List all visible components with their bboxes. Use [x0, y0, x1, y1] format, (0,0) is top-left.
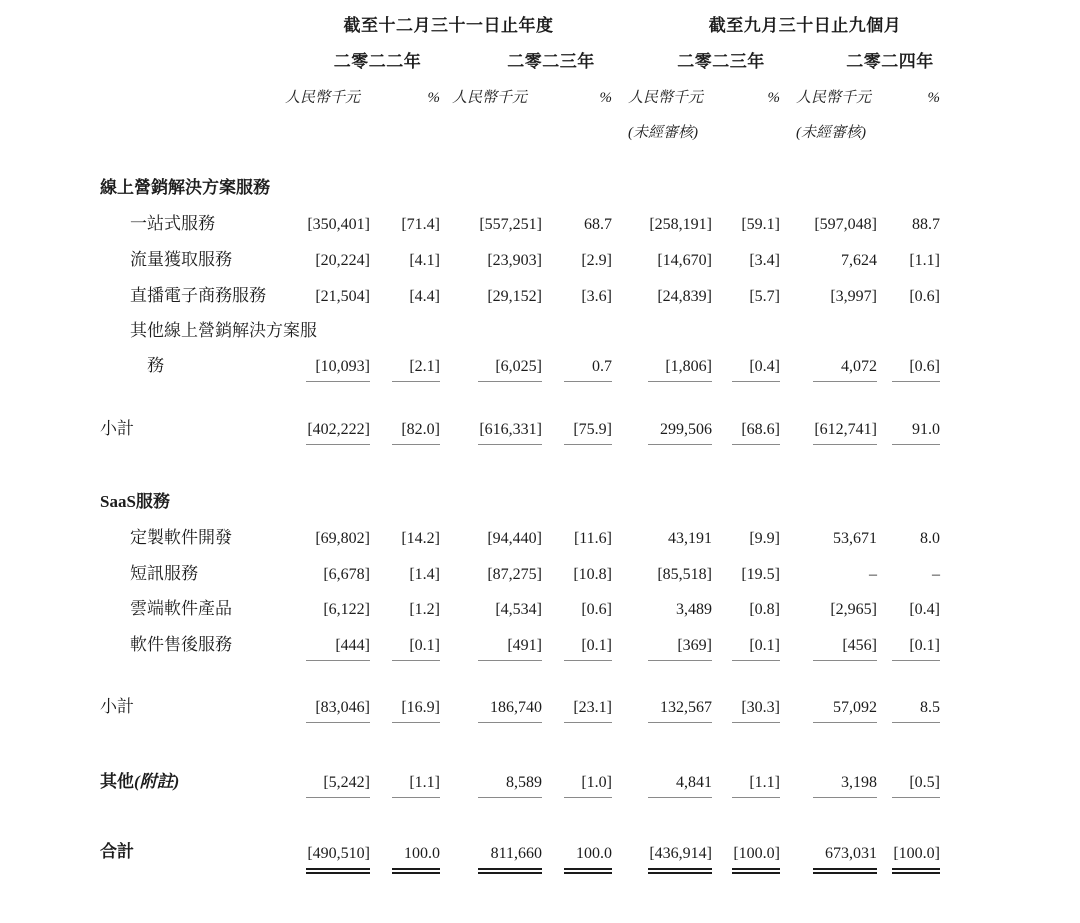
cell-value: [5,242] — [306, 774, 370, 798]
percent-header — [712, 76, 780, 112]
cell-value: [1.0] — [564, 774, 612, 798]
value-cell — [440, 625, 542, 661]
value-cell — [440, 661, 542, 723]
percent-cell — [542, 382, 612, 445]
data-row — [100, 625, 940, 661]
cell-value: 100.0 — [392, 845, 440, 870]
percent-cell — [712, 204, 780, 240]
cell-value: [0.1] — [564, 637, 612, 661]
cell-value: 0.7 — [564, 358, 612, 382]
value-cell — [440, 554, 542, 590]
value-cell — [285, 798, 370, 870]
unit-label: 人民幣千元 — [628, 89, 704, 106]
empty-cell — [100, 112, 612, 146]
cell-value: [1,806] — [648, 358, 712, 382]
cell-value: 8.5 — [892, 699, 940, 723]
value-cell — [285, 276, 370, 312]
percent-cell — [370, 382, 440, 445]
percent-cell — [877, 625, 940, 661]
cell-value: [29,152] — [487, 287, 542, 305]
cell-value: [0.1] — [892, 637, 940, 661]
percent-cell — [877, 661, 940, 723]
year-header-row — [100, 40, 940, 76]
value-cell — [612, 240, 712, 276]
unit-header — [612, 76, 712, 112]
percent-cell — [370, 204, 440, 240]
value-cell — [440, 382, 542, 445]
percent-cell — [712, 382, 780, 445]
percent-header — [877, 76, 940, 112]
percent-cell — [542, 661, 612, 723]
cell-value: [10,093] — [306, 358, 370, 382]
percent-cell — [370, 518, 440, 554]
cell-value: [0.4] — [909, 600, 940, 618]
unit-label: 人民幣千元 — [452, 89, 528, 106]
percent-header — [542, 76, 612, 112]
row-label: 直播電子商務服務 — [130, 286, 266, 306]
empty-cell — [877, 112, 940, 146]
cell-value: [2.9] — [581, 251, 612, 269]
row-label — [100, 723, 285, 798]
cell-value: [3,997] — [830, 287, 877, 305]
revenue-breakdown-table — [100, 4, 940, 870]
percent-cell — [712, 625, 780, 661]
percent-cell — [712, 590, 780, 625]
row-label: 合計 — [100, 842, 134, 862]
cell-value: 7,624 — [841, 251, 877, 269]
cell-value: [21,504] — [315, 287, 370, 305]
percent-cell — [877, 723, 940, 798]
value-cell — [612, 554, 712, 590]
cell-value: [16.9] — [392, 699, 440, 723]
cell-value: [4.1] — [409, 251, 440, 269]
empty-cell — [100, 40, 285, 76]
percent-label: % — [767, 89, 780, 106]
value-cell — [285, 590, 370, 625]
data-row — [100, 276, 940, 312]
percent-label: % — [599, 89, 612, 106]
percent-cell — [877, 382, 940, 445]
value-cell — [285, 723, 370, 798]
value-cell — [780, 347, 877, 382]
cell-value: [100.0] — [732, 845, 780, 870]
percent-cell — [877, 347, 940, 382]
row-label: 務 — [147, 356, 164, 376]
value-cell — [440, 347, 542, 382]
value-cell — [612, 625, 712, 661]
cell-value: [24,839] — [657, 287, 712, 305]
cell-value: 43,191 — [668, 529, 712, 547]
percent-cell — [370, 723, 440, 798]
value-cell — [440, 204, 542, 240]
value-cell — [612, 661, 712, 723]
unaudited-row — [100, 112, 940, 146]
cell-value: [444] — [306, 637, 370, 661]
value-cell — [780, 276, 877, 312]
row-label: 一站式服務 — [130, 214, 215, 234]
cell-value: [1.1] — [909, 251, 940, 269]
cell-value: 8.0 — [920, 529, 940, 547]
value-cell — [780, 661, 877, 723]
cell-value: [5.7] — [749, 287, 780, 305]
cell-value: [0.4] — [732, 358, 780, 382]
cell-value: [23,903] — [487, 251, 542, 269]
row-label: 定製軟件開發 — [130, 528, 232, 548]
data-row — [100, 590, 940, 625]
year-label: 二零二四年 — [846, 52, 934, 72]
row-label-note: (附註) — [134, 772, 180, 792]
row-label: 短訊服務 — [130, 564, 198, 584]
empty-cell — [712, 112, 780, 146]
percent-header — [370, 76, 440, 112]
cell-value: [1.1] — [732, 774, 780, 798]
total-row — [100, 798, 940, 870]
cell-value: [258,191] — [649, 215, 712, 233]
value-cell — [612, 276, 712, 312]
percent-cell — [712, 518, 780, 554]
cell-value: [402,222] — [306, 421, 370, 445]
percent-cell — [370, 276, 440, 312]
cell-value: 132,567 — [648, 699, 712, 723]
cell-value: [4.4] — [409, 287, 440, 305]
cell-value: [1.1] — [392, 774, 440, 798]
data-row — [100, 554, 940, 590]
cell-value: [0.6] — [892, 358, 940, 382]
value-cell — [285, 518, 370, 554]
percent-cell — [877, 240, 940, 276]
year-header-2023 — [440, 40, 612, 76]
cell-value: [6,678] — [323, 565, 370, 583]
value-cell — [285, 240, 370, 276]
cell-value: [6,025] — [478, 358, 542, 382]
section-header-row — [100, 445, 940, 518]
year-header-2024-9m — [780, 40, 940, 76]
cell-value: 299,506 — [648, 421, 712, 445]
cell-value: [490,510] — [306, 845, 370, 870]
row-label: 小計 — [100, 419, 134, 439]
cell-value: [6,122] — [323, 600, 370, 618]
unit-label: 人民幣千元 — [285, 89, 361, 106]
percent-cell — [877, 276, 940, 312]
cell-value: [369] — [648, 637, 712, 661]
cell-value: [1.4] — [409, 565, 440, 583]
cell-value: [20,224] — [315, 251, 370, 269]
data-row-wrap-line — [100, 312, 940, 347]
cell-value: [0.5] — [892, 774, 940, 798]
percent-cell — [877, 204, 940, 240]
cell-value: [616,331] — [478, 421, 542, 445]
value-cell — [612, 798, 712, 870]
cell-value: 57,092 — [813, 699, 877, 723]
percent-cell — [370, 798, 440, 870]
cell-value: 811,660 — [478, 845, 542, 870]
cell-value: [23.1] — [564, 699, 612, 723]
percent-cell — [877, 518, 940, 554]
empty-cell — [100, 76, 285, 112]
cell-value: [83,046] — [306, 699, 370, 723]
year-header-2022 — [285, 40, 440, 76]
percent-cell — [370, 625, 440, 661]
cell-value: [0.1] — [732, 637, 780, 661]
unit-header — [440, 76, 542, 112]
cell-value: 4,841 — [648, 774, 712, 798]
percent-cell — [712, 554, 780, 590]
row-label-text: 其他 — [100, 772, 134, 792]
percent-cell — [542, 204, 612, 240]
cell-value: [11.6] — [573, 529, 612, 547]
percent-cell — [712, 723, 780, 798]
percent-label: % — [427, 89, 440, 106]
value-cell — [440, 723, 542, 798]
data-row — [100, 204, 940, 240]
percent-cell — [370, 347, 440, 382]
unaudited-note: (未經審核) — [796, 124, 866, 141]
other-row — [100, 723, 940, 798]
cell-value: 4,072 — [813, 358, 877, 382]
percent-cell — [877, 590, 940, 625]
percent-cell — [542, 518, 612, 554]
value-cell — [780, 554, 877, 590]
value-cell — [780, 723, 877, 798]
section-header-row — [100, 146, 940, 204]
year-label: 二零二二年 — [333, 52, 422, 72]
percent-cell — [542, 347, 612, 382]
value-cell — [285, 625, 370, 661]
cell-value: 3,489 — [676, 600, 712, 618]
value-cell — [780, 798, 877, 870]
value-cell — [285, 554, 370, 590]
percent-cell — [542, 554, 612, 590]
value-cell — [612, 382, 712, 445]
unaudited-note: (未經審核) — [628, 124, 698, 141]
cell-value: [456] — [813, 637, 877, 661]
cell-value: 53,671 — [833, 529, 877, 547]
value-cell — [612, 204, 712, 240]
row-label: 雲端軟件產品 — [130, 599, 232, 619]
year-label: 二零二三年 — [507, 52, 595, 72]
cell-value: [100.0] — [892, 845, 940, 870]
value-cell — [780, 590, 877, 625]
cell-value: [94,440] — [487, 529, 542, 547]
data-row — [100, 347, 940, 382]
row-label: 軟件售後服務 — [130, 635, 232, 655]
section-label: 線上營銷解決方案服務 — [100, 178, 270, 198]
value-cell — [440, 276, 542, 312]
cell-value: [557,251] — [479, 215, 542, 233]
cell-value: 3,198 — [813, 774, 877, 798]
period-group-header-nine-months — [612, 4, 940, 40]
unit-header — [780, 76, 877, 112]
value-cell — [612, 723, 712, 798]
row-label: 其他線上營銷解決方案服 — [130, 321, 317, 341]
cell-value: [3.4] — [749, 251, 780, 269]
percent-cell — [877, 554, 940, 590]
subtotal-row — [100, 382, 940, 445]
data-row — [100, 240, 940, 276]
percent-cell — [370, 590, 440, 625]
value-cell — [780, 518, 877, 554]
cell-value: [1.2] — [409, 600, 440, 618]
cell-value: 8,589 — [478, 774, 542, 798]
value-cell — [780, 625, 877, 661]
cell-value: – — [932, 565, 940, 583]
cell-value: 673,031 — [813, 845, 877, 870]
percent-cell — [712, 276, 780, 312]
value-cell — [285, 661, 370, 723]
percent-cell — [542, 590, 612, 625]
cell-value: [491] — [478, 637, 542, 661]
cell-value: [597,048] — [814, 215, 877, 233]
cell-value: [82.0] — [392, 421, 440, 445]
percent-cell — [712, 347, 780, 382]
cell-value: 100.0 — [564, 845, 612, 870]
cell-value: [2.1] — [392, 358, 440, 382]
cell-value: [68.6] — [732, 421, 780, 445]
cell-value: [2,965] — [830, 600, 877, 618]
year-label: 二零二三年 — [677, 52, 765, 72]
value-cell — [285, 347, 370, 382]
percent-cell — [542, 240, 612, 276]
cell-value: [87,275] — [487, 565, 542, 583]
period-group-label: 截至十二月三十一日止年度 — [343, 16, 554, 36]
unit-header — [285, 76, 370, 112]
cell-value: [0.6] — [581, 600, 612, 618]
value-cell — [285, 382, 370, 445]
percent-cell — [712, 661, 780, 723]
row-label: 流量獲取服務 — [130, 250, 232, 270]
cell-value: 186,740 — [478, 699, 542, 723]
cell-value: [0.1] — [392, 637, 440, 661]
cell-value: [30.3] — [732, 699, 780, 723]
section-label: SaaS服務 — [100, 492, 170, 512]
value-cell — [612, 518, 712, 554]
period-group-row — [100, 4, 940, 40]
value-cell — [780, 240, 877, 276]
cell-value: 68.7 — [584, 215, 612, 233]
unit-header-row — [100, 76, 940, 112]
percent-cell — [877, 798, 940, 870]
value-cell — [612, 347, 712, 382]
cell-value: [436,914] — [648, 845, 712, 870]
percent-cell — [370, 554, 440, 590]
percent-cell — [542, 798, 612, 870]
cell-value: [350,401] — [307, 215, 370, 233]
percent-cell — [542, 276, 612, 312]
value-cell — [440, 240, 542, 276]
value-cell — [780, 204, 877, 240]
period-group-label: 截至九月三十日止九個月 — [708, 16, 902, 36]
cell-value: – — [869, 565, 877, 583]
unit-label: 人民幣千元 — [796, 89, 872, 106]
cell-value: 88.7 — [912, 215, 940, 233]
cell-value: [9.9] — [749, 529, 780, 547]
value-cell — [612, 590, 712, 625]
value-cell — [440, 518, 542, 554]
cell-value: 91.0 — [892, 421, 940, 445]
data-row — [100, 518, 940, 554]
percent-cell — [712, 798, 780, 870]
cell-value: [0.6] — [909, 287, 940, 305]
percent-cell — [712, 240, 780, 276]
percent-cell — [542, 723, 612, 798]
value-cell — [440, 798, 542, 870]
percent-cell — [370, 240, 440, 276]
row-label: 小計 — [100, 697, 134, 717]
empty-cell — [100, 4, 285, 40]
cell-value: [10.8] — [573, 565, 612, 583]
percent-cell — [370, 661, 440, 723]
cell-value: [14,670] — [657, 251, 712, 269]
value-cell — [440, 590, 542, 625]
cell-value: [59.1] — [741, 215, 780, 233]
cell-value: [14.2] — [401, 529, 440, 547]
cell-value: [71.4] — [401, 215, 440, 233]
cell-value: [4,534] — [495, 600, 542, 618]
cell-value: [75.9] — [564, 421, 612, 445]
cell-value: [612,741] — [813, 421, 877, 445]
cell-value: [3.6] — [581, 287, 612, 305]
year-header-2023-9m — [612, 40, 780, 76]
value-cell — [285, 204, 370, 240]
percent-label: % — [927, 89, 940, 106]
cell-value: [85,518] — [657, 565, 712, 583]
period-group-header-annual — [285, 4, 612, 40]
cell-value: [69,802] — [315, 529, 370, 547]
percent-cell — [542, 625, 612, 661]
cell-value: [0.8] — [749, 600, 780, 618]
subtotal-row — [100, 661, 940, 723]
cell-value: [19.5] — [741, 565, 780, 583]
value-cell — [780, 382, 877, 445]
